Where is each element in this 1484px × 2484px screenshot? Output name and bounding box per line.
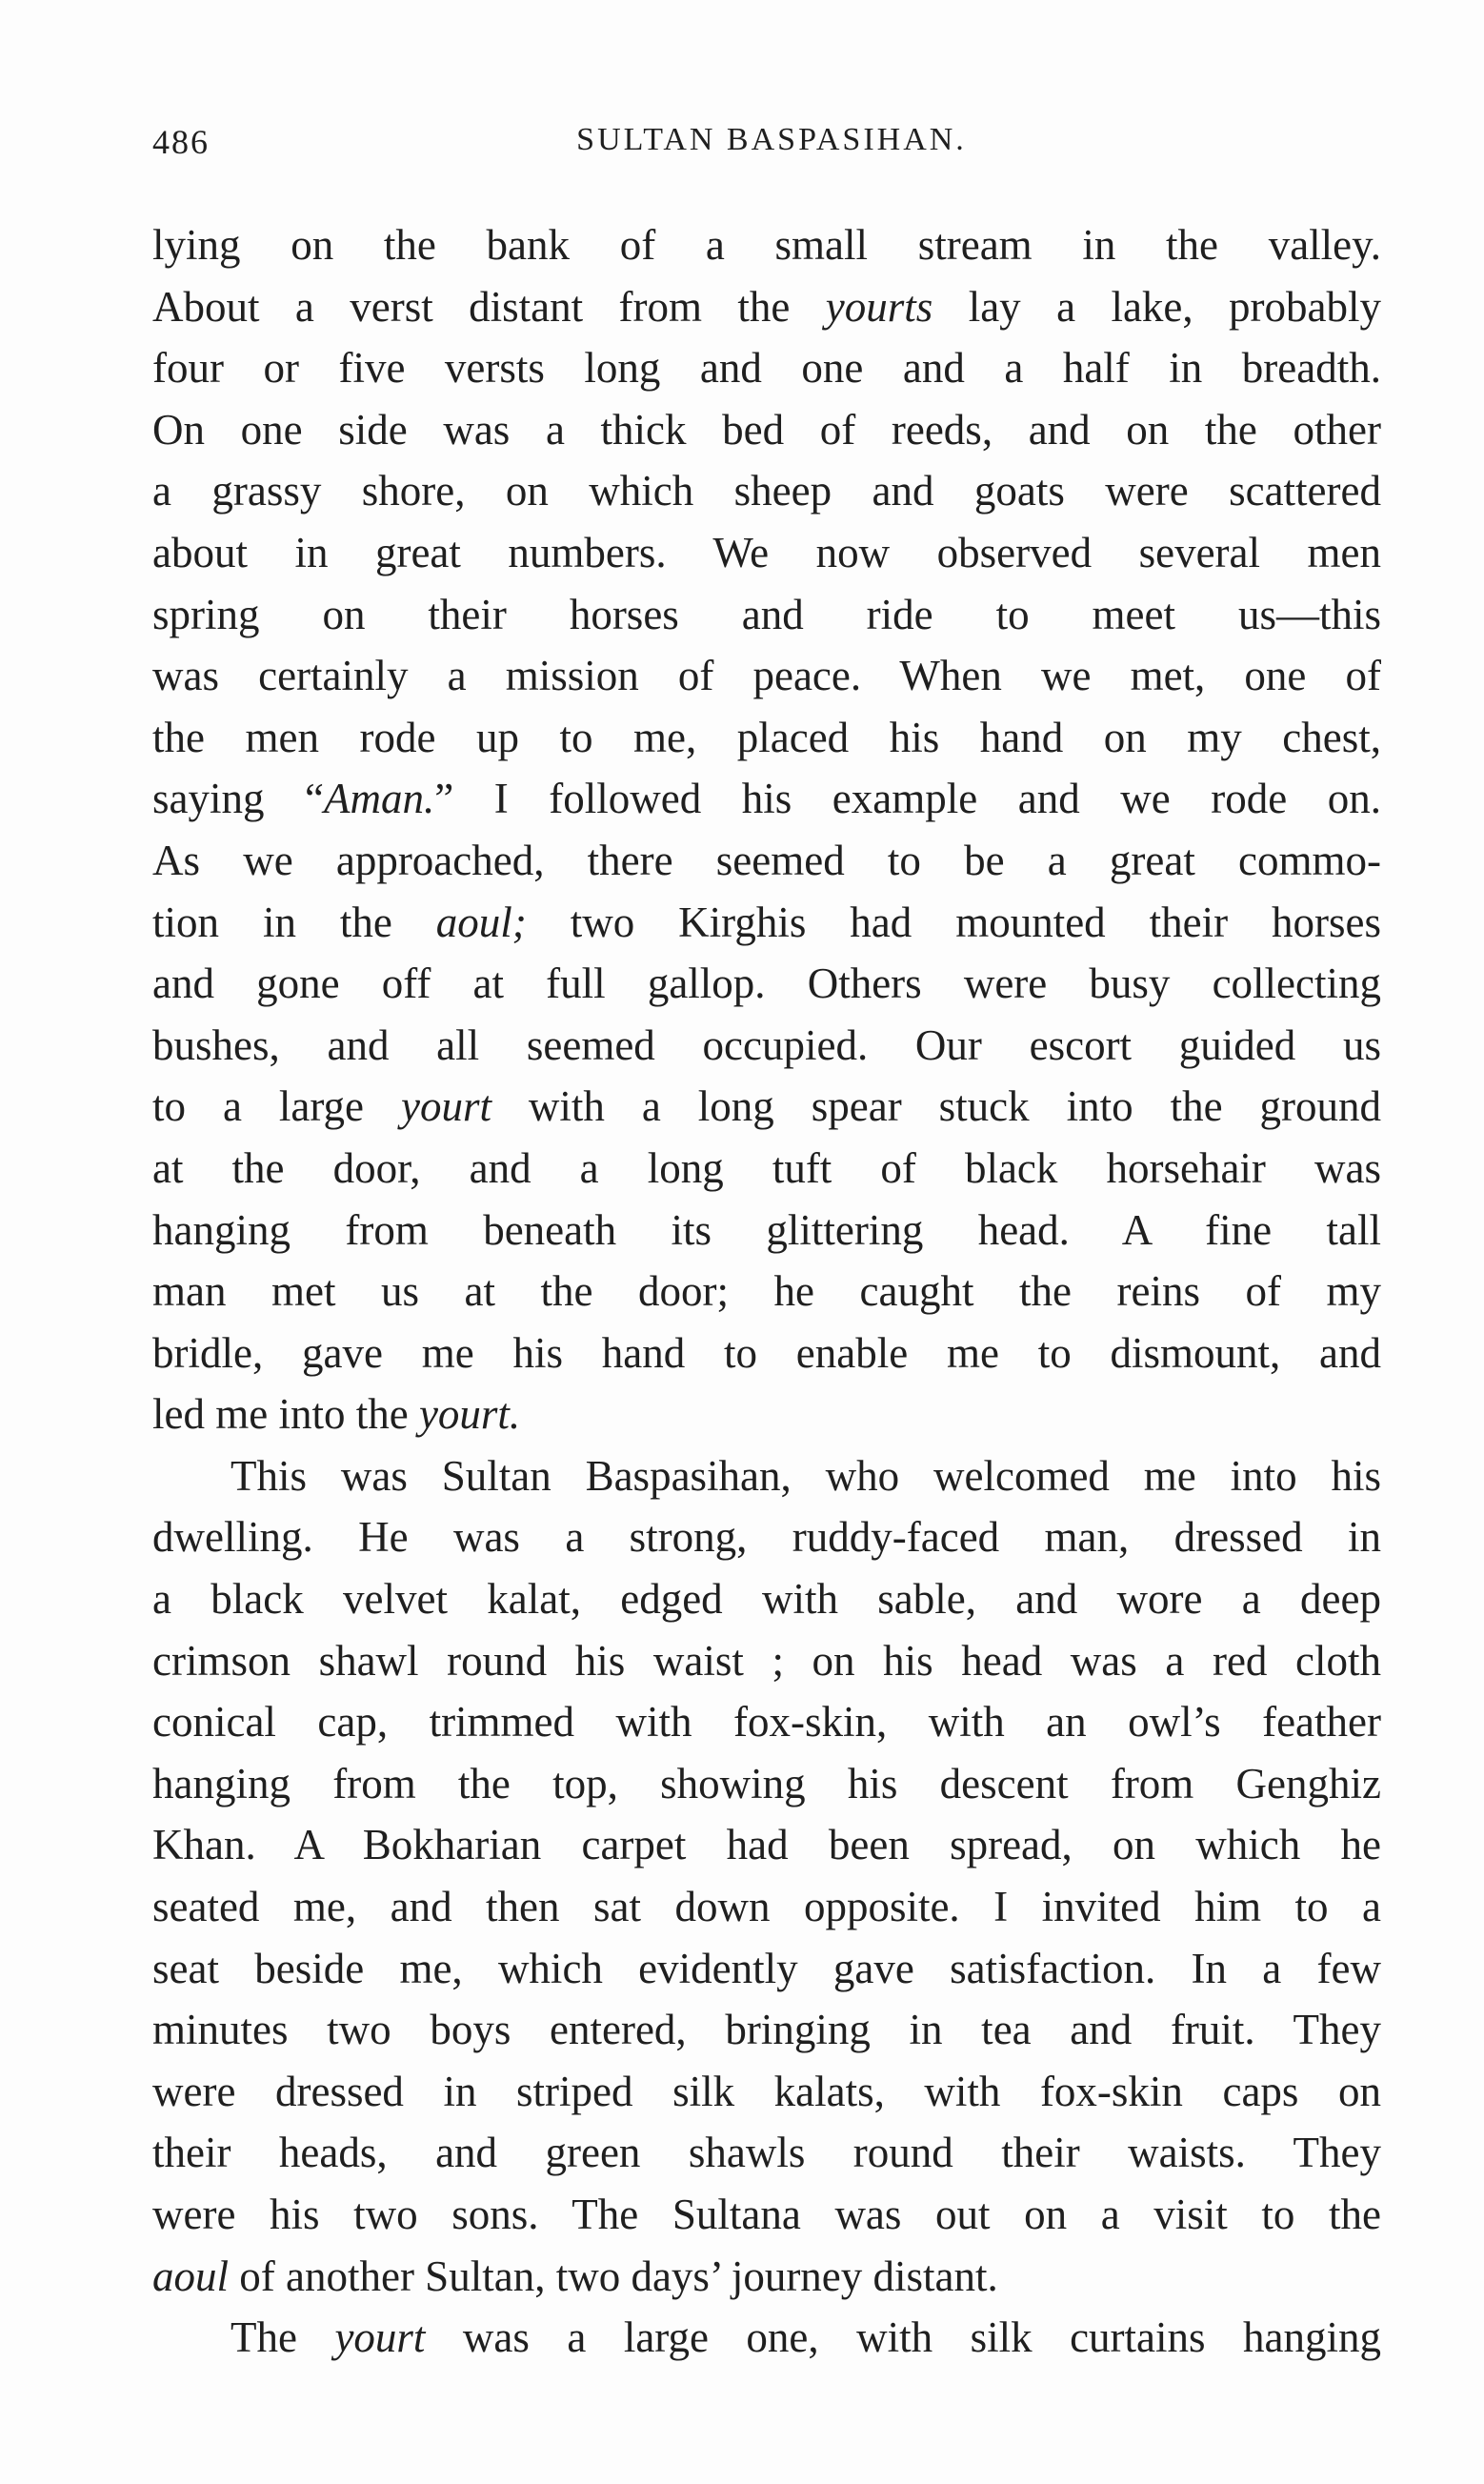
text-segment: spring on their horses and ride to meet us—this (152, 590, 1381, 638)
text-line (152, 337, 1381, 399)
text-segment: On one side was a thick bed of reeds, and on the other (152, 405, 1381, 454)
italic-text: yourt (400, 1082, 491, 1131)
text-segment: with a long spear stuck into the ground (491, 1082, 1381, 1131)
text-segment: lying on the bank of a small stream in the valley. (152, 221, 1381, 269)
text-segment: seated me, and then sat down opposite. I invited him to a (152, 1883, 1381, 1931)
text-line (152, 1938, 1381, 2000)
text-line (152, 1568, 1381, 1630)
text-segment: bushes, and all seemed occupied. Our escort guided us (152, 1020, 1381, 1069)
text-segment: Khan. A Bokharian carpet had been spread, on which he (152, 1821, 1381, 1869)
text-line (152, 1814, 1381, 1876)
text-segment: four or five versts long and one and a half in breadth. (152, 344, 1381, 393)
text-line (152, 892, 1381, 954)
text-segment: ” I followed his example and we rode on. (434, 775, 1381, 823)
text-line (152, 2246, 1381, 2308)
text-segment: of another Sultan, two days’ journey distant. (229, 2252, 998, 2300)
text-segment: The (231, 2313, 335, 2362)
text-line (152, 2061, 1381, 2123)
text-segment: lay a lake, probably (933, 282, 1382, 331)
text-line (152, 2307, 1381, 2369)
text-segment: dwelling. He was a strong, ruddy-faced man, dressed in (152, 1513, 1381, 1562)
text-line (152, 1876, 1381, 1938)
text-line (152, 1138, 1381, 1200)
text-line (152, 214, 1381, 276)
italic-text: aoul; (435, 898, 527, 946)
text-line (152, 2122, 1381, 2184)
running-head (152, 122, 1391, 170)
text-segment: their heads, and green shawls round their waists. They (152, 2129, 1381, 2177)
text-line (152, 1753, 1381, 1815)
running-title: SULTAN BASPASIHAN. (576, 122, 967, 157)
text-line (152, 276, 1381, 338)
text-segment: a black velvet kalat, edged with sable, and wore a deep (152, 1575, 1381, 1624)
text-line (152, 1383, 1381, 1445)
text-line (152, 1630, 1381, 1692)
text-segment: a grassy shore, on which sheep and goats were scattered (152, 467, 1381, 515)
italic-text: aoul (152, 2252, 230, 2300)
italic-text: Aman. (324, 775, 435, 823)
text-segment: two Kirghis had mounted their horses (526, 898, 1381, 946)
text-segment: about in great numbers. We now observed several men (152, 528, 1381, 576)
text-segment: bridle, gave me his hand to enable me to dismount, and (152, 1328, 1381, 1377)
text-segment: conical cap, trimmed with fox-skin, with an owl’s feather (152, 1698, 1381, 1747)
text-line (152, 768, 1381, 830)
text-segment: hanging from beneath its glittering head. A fine tall (152, 1205, 1381, 1254)
text-segment: tion in the (152, 898, 436, 946)
text-segment: seat beside me, which evidently gave satisfaction. In a few (152, 1944, 1381, 1992)
text-line (152, 1506, 1381, 1568)
text-line (152, 584, 1381, 646)
text-line (152, 1691, 1381, 1753)
text-segment: at the door, and a long tuft of black horsehair was (152, 1143, 1381, 1192)
italic-text: yourts (825, 282, 933, 331)
text-segment: led me into the (152, 1390, 419, 1439)
text-line (152, 830, 1381, 892)
text-segment: to a large (152, 1082, 401, 1131)
text-line (152, 1015, 1381, 1077)
text-line (152, 1076, 1381, 1138)
italic-text: yourt (334, 2313, 426, 2362)
text-line (152, 2184, 1381, 2246)
text-segment: minutes two boys entered, bringing in tea and fruit. They (152, 2006, 1381, 2054)
text-line (152, 645, 1381, 707)
text-segment: and gone off at full gallop. Others were busy collecting (152, 959, 1381, 1008)
text-segment: man met us at the door; he caught the reins of my (152, 1267, 1381, 1316)
text-segment: About a verst distant from the (152, 282, 826, 331)
text-segment: the men rode up to me, placed his hand on my chest, (152, 713, 1381, 761)
text-line (152, 522, 1381, 584)
text-line (152, 399, 1381, 461)
text-line (152, 1999, 1381, 2061)
text-segment: was certainly a mission of peace. When we met, one of (152, 652, 1381, 700)
text-segment: were his two sons. The Sultana was out on a visit to the (152, 2191, 1381, 2238)
text-line (152, 1323, 1381, 1384)
text-line (152, 460, 1381, 522)
text-segment: was a large one, with silk curtains hanging (425, 2313, 1381, 2362)
text-line (152, 1261, 1381, 1323)
text-segment: saying “ (152, 775, 324, 823)
text-segment: were dressed in striped silk kalats, with fox-skin caps on (152, 2067, 1381, 2115)
italic-text: yourt. (418, 1390, 521, 1439)
body-text (152, 214, 1381, 2369)
text-segment: As we approached, there seemed to be a great commo- (152, 836, 1381, 884)
text-segment: This was Sultan Baspasihan, who welcomed me into his (231, 1451, 1381, 1500)
text-segment: hanging from the top, showing his descent from Genghiz (152, 1759, 1381, 1807)
text-line (152, 1445, 1381, 1507)
text-line (152, 707, 1381, 769)
text-line (152, 953, 1381, 1015)
text-segment: crimson shawl round his waist ; on his head was a red cloth (152, 1636, 1381, 1685)
text-line (152, 1200, 1381, 1262)
page-number: 486 (152, 123, 210, 161)
